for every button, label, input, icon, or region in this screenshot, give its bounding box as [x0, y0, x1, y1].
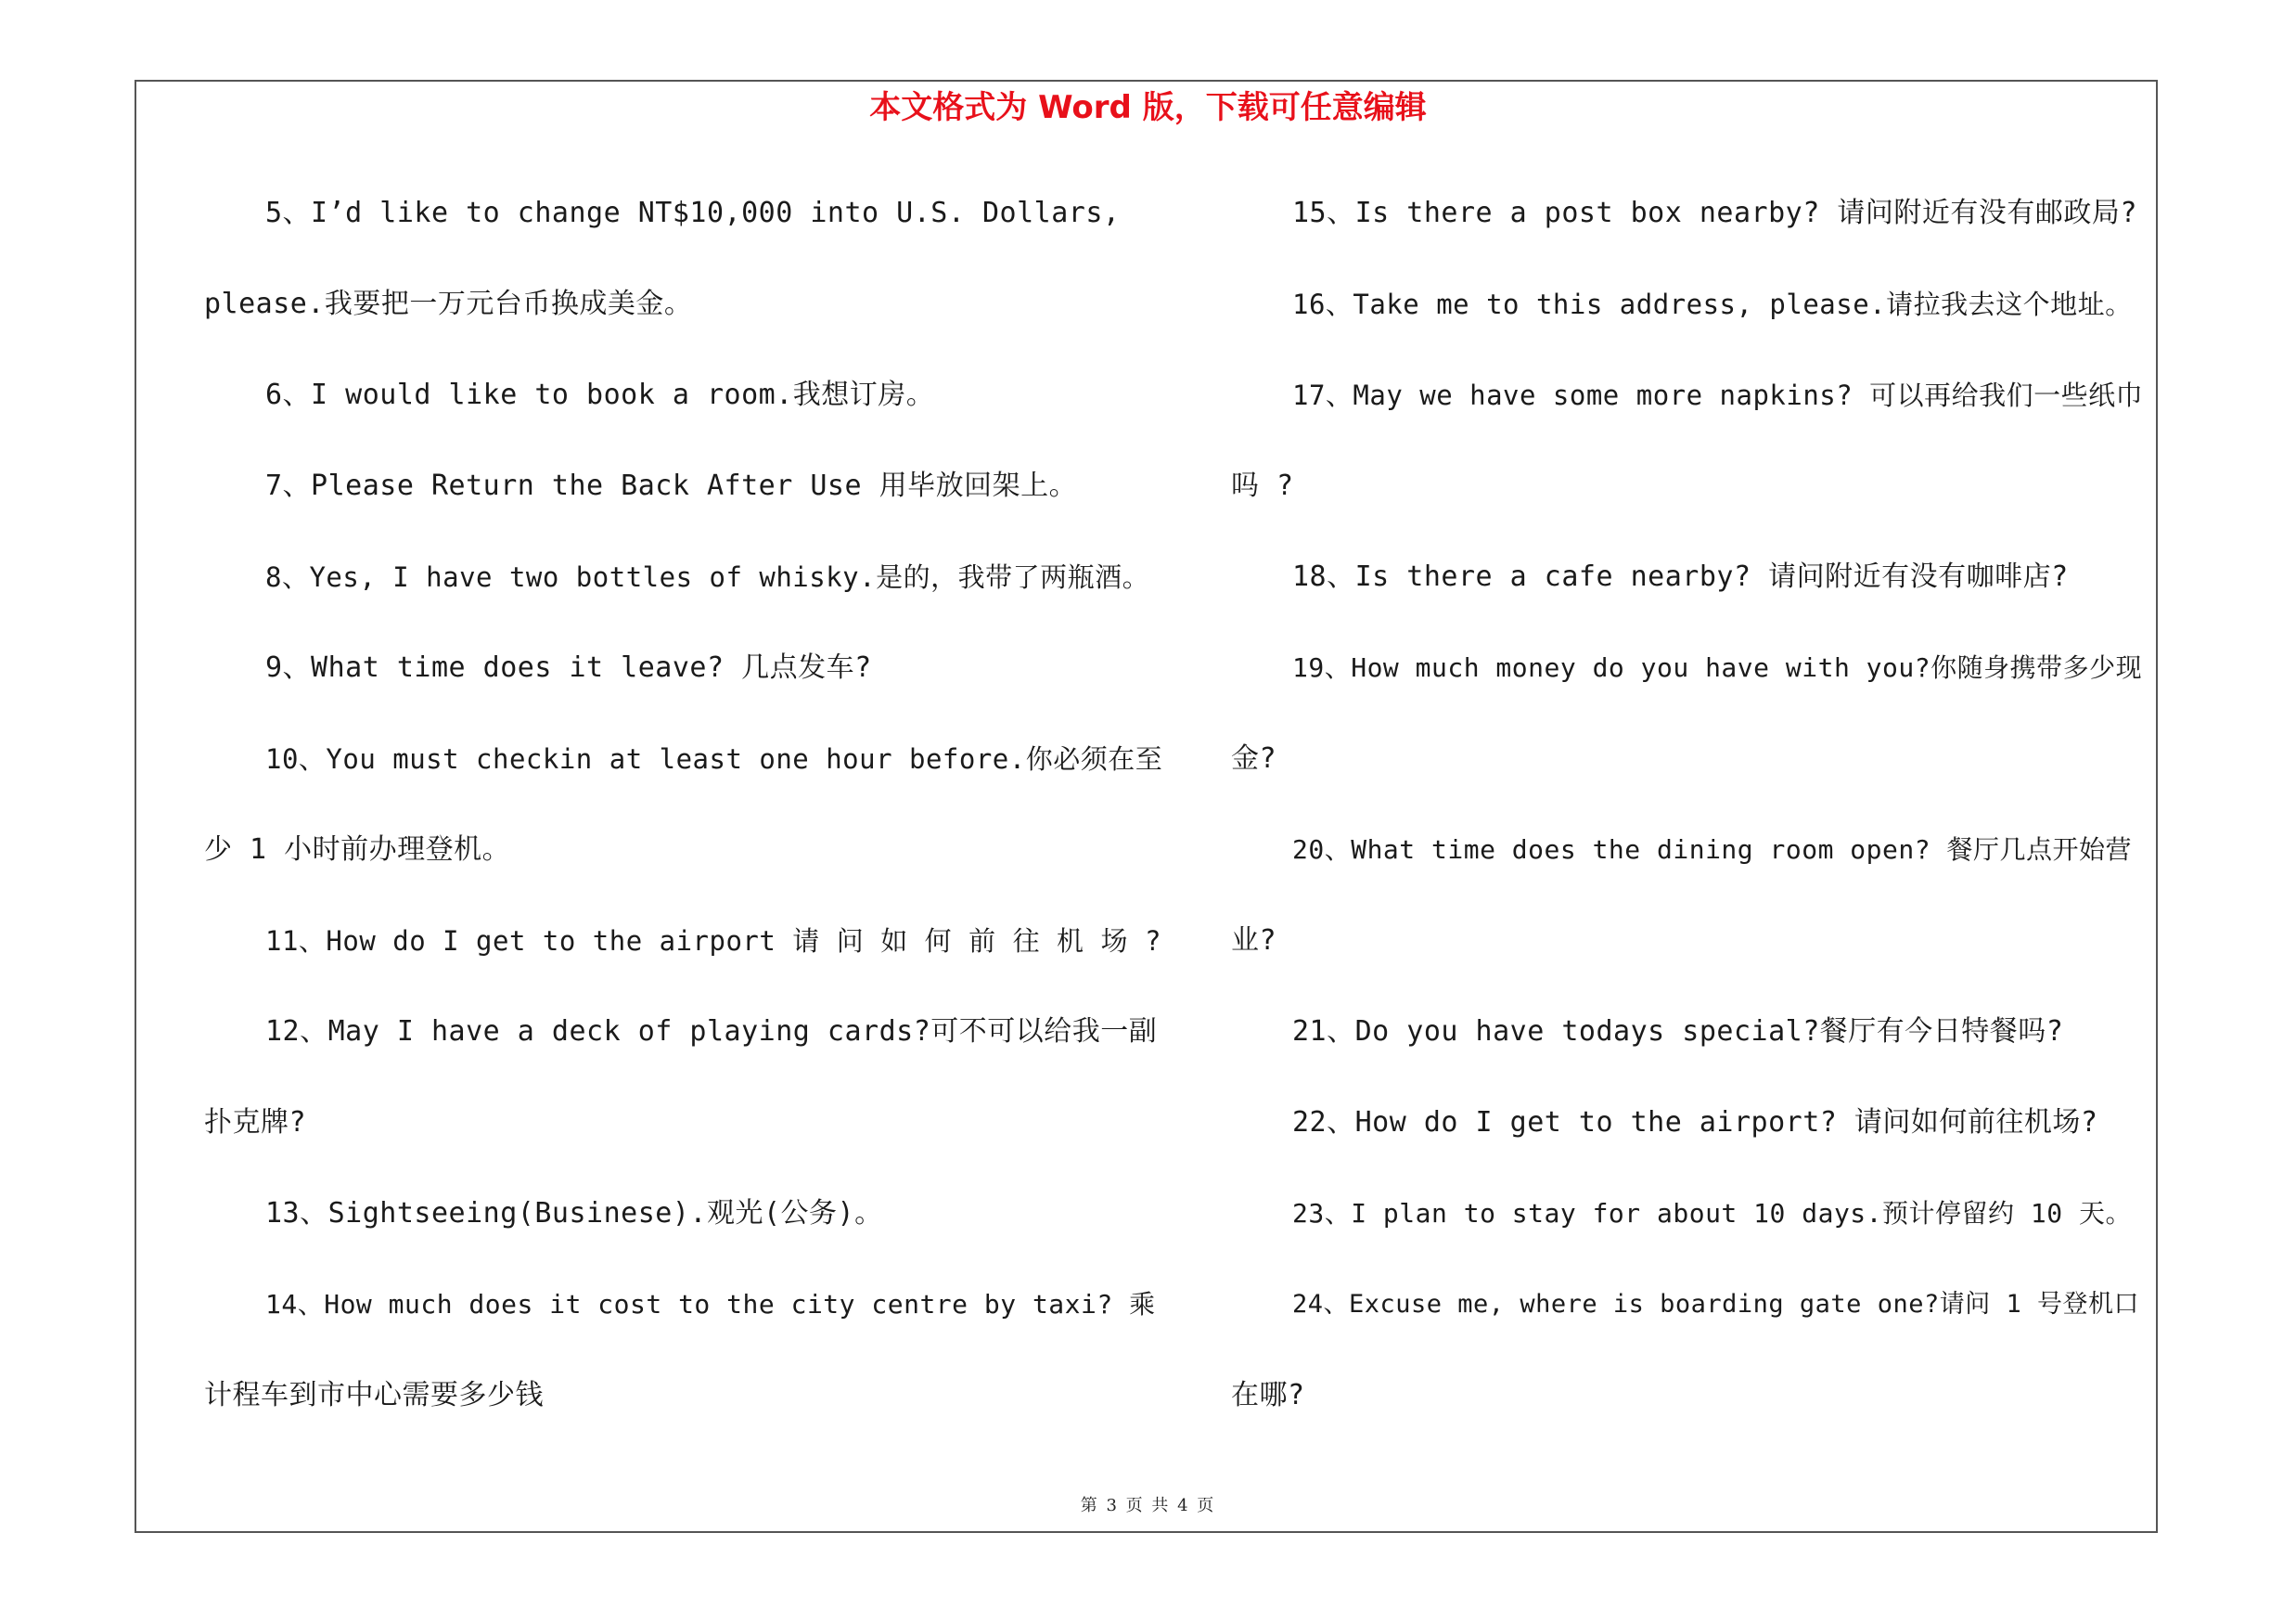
- text-line: 业?: [1231, 924, 1277, 957]
- text-line: 计程车到市中心需要多少钱: [204, 1379, 544, 1411]
- text-line: 6、I would like to book a room.我想订房。: [265, 379, 935, 411]
- text-line: 金?: [1231, 742, 1277, 775]
- left-column: [204, 184, 1174, 1457]
- text-line: 9、What time does it leave? 几点发车?: [265, 651, 872, 684]
- text-line: 23、I plan to stay for about 10 days.预计停留约 10 天。: [1292, 1198, 2132, 1229]
- editable-notice-banner: 本文格式为 Word 版，下载可任意编辑: [869, 89, 1427, 126]
- text-line: 7、Please Return the Back After Use 用毕放回架上。: [265, 470, 1078, 502]
- text-line: 22、How do I get to the airport? 请问如何前往机场?: [1292, 1106, 2098, 1139]
- text-line: 16、Take me to this address, please.请拉我去这个地址。: [1292, 289, 2133, 320]
- text-line: 在哪?: [1231, 1379, 1305, 1411]
- right-column: [1231, 184, 2149, 1457]
- text-line: 21、Do you have todays special?餐厅有今日特餐吗?: [1292, 1015, 2064, 1048]
- text-line: 20、What time does the dining room open? 餐厅几点开始营: [1292, 834, 2132, 865]
- text-line: please.我要把一万元台币换成美金。: [204, 288, 693, 320]
- text-line: 8、Yes, I have two bottles of whisky.是的，我带了两瓶酒。: [265, 561, 1150, 593]
- text-line: 少 1 小时前办理登机。: [204, 833, 511, 866]
- text-line: 24、Excuse me, where is boarding gate one?请问 1 号登机口: [1292, 1290, 2139, 1319]
- text-line: 10、You must checkin at least one hour before.你必须在至: [265, 743, 1163, 775]
- page-number-footer: 第 3 页 共 4 页: [1080, 1496, 1216, 1515]
- text-line: 14、How much does it cost to the city centre by taxi? 乘: [265, 1289, 1156, 1320]
- text-line: 扑克牌?: [204, 1106, 307, 1139]
- text-line: 5、I’d like to change NT$10,000 into U.S. Dollars,: [265, 197, 1121, 229]
- text-line: 11、How do I get to the airport 请 问 如 何 前 往 机 场 ?: [265, 925, 1161, 957]
- text-line: 18、Is there a cafe nearby? 请问附近有没有咖啡店?: [1292, 560, 2069, 593]
- text-line: 吗 ?: [1231, 470, 1294, 502]
- text-line: 19、How much money do you have with you?你随身携带多少现: [1292, 652, 2143, 683]
- text-line: 15、Is there a post box nearby? 请问附近有没有邮政局?: [1292, 197, 2137, 229]
- text-line: 13、Sightseeing(Businese).观光(公务)。: [265, 1197, 883, 1230]
- text-line: 12、May I have a deck of playing cards?可不可以给我一副: [265, 1015, 1158, 1048]
- text-line: 17、May we have some more napkins? 可以再给我们一些纸巾: [1292, 380, 2144, 411]
